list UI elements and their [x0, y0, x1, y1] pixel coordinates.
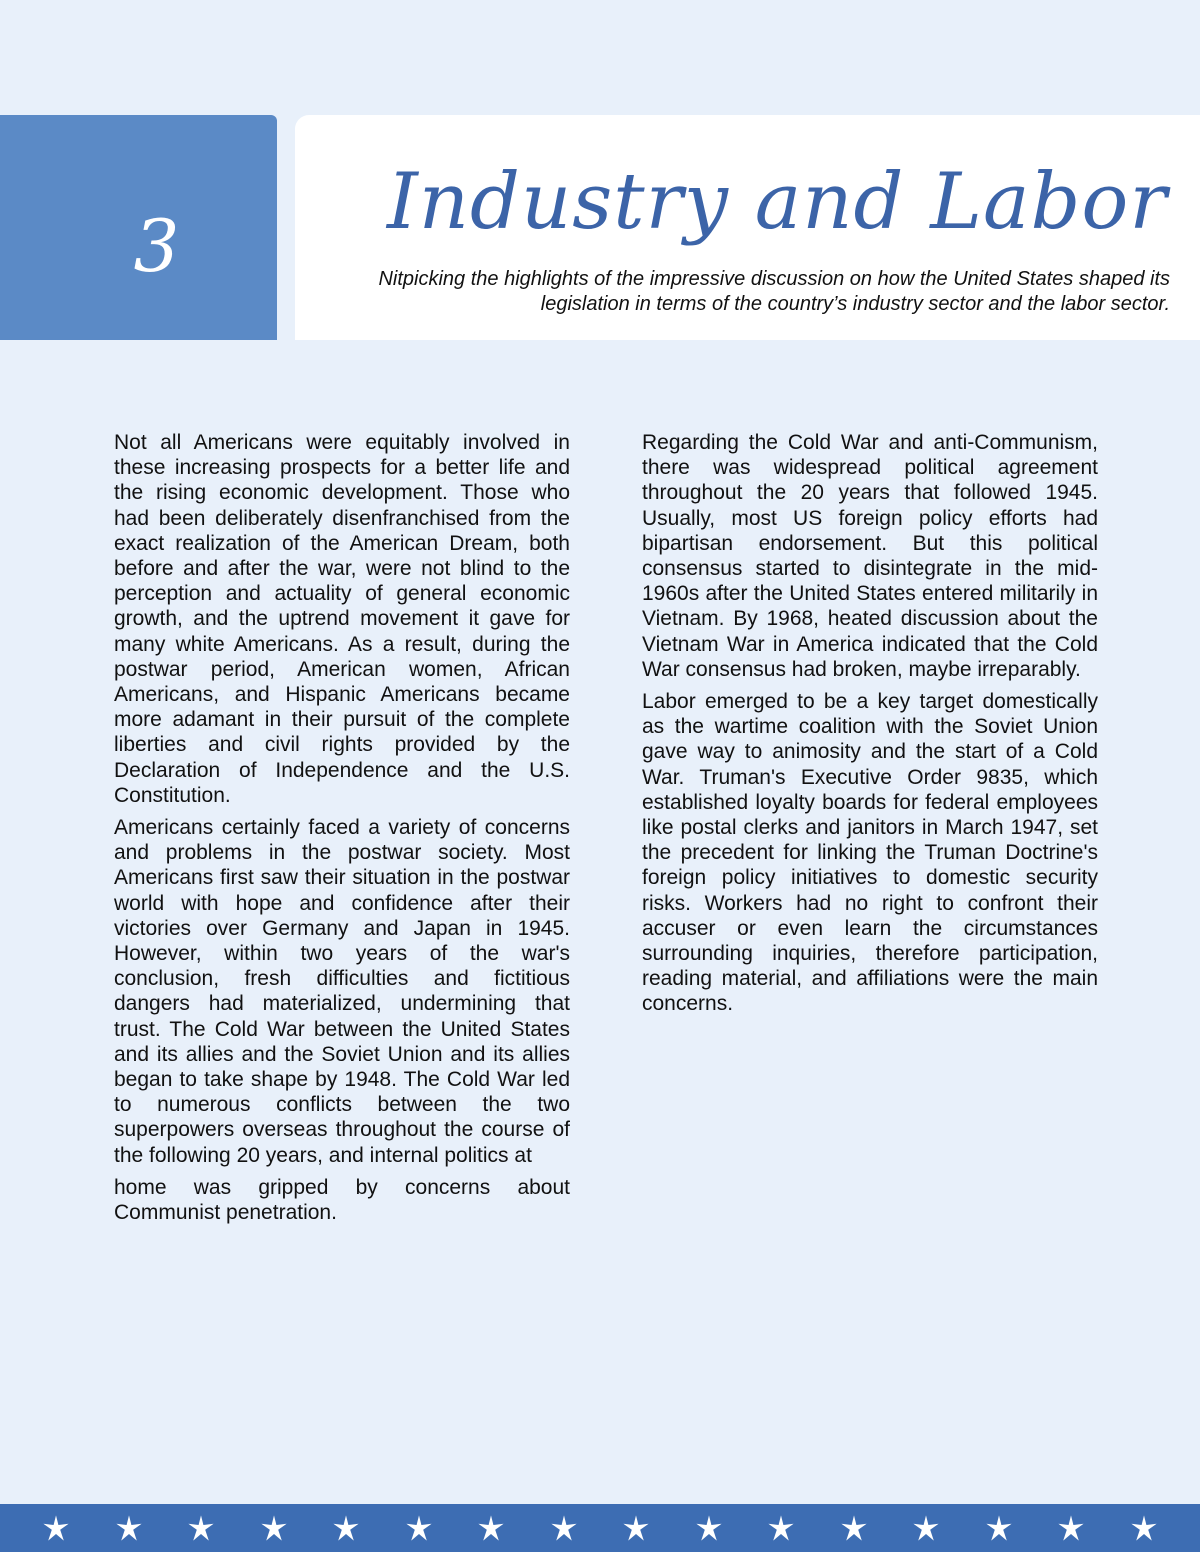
star-icon: [911, 1513, 941, 1543]
star-icon: [1129, 1513, 1159, 1543]
star-icon: [621, 1513, 651, 1543]
star-icon: [259, 1513, 289, 1543]
title-box: [295, 115, 1200, 340]
star-icon: [1056, 1513, 1086, 1543]
paragraph: Regarding the Cold War and anti-Communism, there was widespread political agreement throughout the 20 years that followed 1945. Usually, most US foreign policy efforts had bipartisan endorsement. But this political consensus started to disintegrate in the mid-1960s after the United States entered militarily in Vietnam. By 1968, heated discussion about the Vietnam War in America indicated that the Cold War consensus had broken, maybe irreparably.: [642, 431, 1098, 681]
star-icon: [476, 1513, 506, 1543]
star-icon: [839, 1513, 869, 1543]
chapter-number-box: [0, 115, 277, 340]
right-column: [642, 430, 1098, 1024]
star-icon: [549, 1513, 579, 1543]
chapter-title: Industry and Labor: [387, 157, 1168, 247]
chapter-number: 3: [133, 203, 180, 288]
star-icon: [331, 1513, 361, 1543]
star-icon: [404, 1513, 434, 1543]
star-icon: [766, 1513, 796, 1543]
paragraph: home was gripped by concerns about Communist penetration.: [114, 1175, 570, 1225]
star-icon: [41, 1513, 71, 1543]
star-icon: [694, 1513, 724, 1543]
star-icon: [114, 1513, 144, 1543]
footer-star-band: [0, 1504, 1200, 1552]
star-icon: [186, 1513, 216, 1543]
chapter-subtitle: Nitpicking the highlights of the impressive discussion on how the United States shaped its legislation in terms of the country’s industry sector and the labor sector.: [378, 268, 1170, 315]
left-column: [114, 430, 570, 1232]
paragraph: Americans certainly faced a variety of concerns and problems in the postwar society. Most Americans first saw their situation in the postwar world with hope and confidence after their victories over Germany and Japan in 1945. However, within two years of the war's conclusion, fresh difficulties and fictitious dangers had materialized, undermining that trust. The Cold War between the United States and its allies and the Soviet Union and its allies began to take shape by 1948. The Cold War led to numerous conflicts between the two superpowers overseas throughout the course of the following 20 years, and internal politics at: [114, 816, 570, 1167]
star-row: [0, 1504, 1200, 1552]
star-icon: [984, 1513, 1014, 1543]
paragraph: Not all Americans were equitably involved in these increasing prospects for a better life and the rising economic development. Those who had been deliberately disenfranchised from the exact realization of the American Dream, both before and after the war, were not blind to the perception and actuality of general economic growth, and the uptrend movement it gave for many white Americans. As a result, during the postwar period, American women, African Americans, and Hispanic Americans became more adamant in their pursuit of the complete liberties and civil rights provided by the Declaration of Independence and the U.S. Constitution.: [114, 431, 570, 807]
paragraph: Labor emerged to be a key target domestically as the wartime coalition with the Soviet Union gave way to animosity and the start of a Cold War. Truman's Executive Order 9835, which established loyalty boards for federal employees like postal clerks and janitors in March 1947, set the precedent for linking the Truman Doctrine's foreign policy initiatives to domestic security risks. Workers had no right to confront their accuser or even learn the circumstances surrounding inquiries, therefore participation, reading material, and affiliations were the main concerns.: [642, 690, 1098, 1016]
